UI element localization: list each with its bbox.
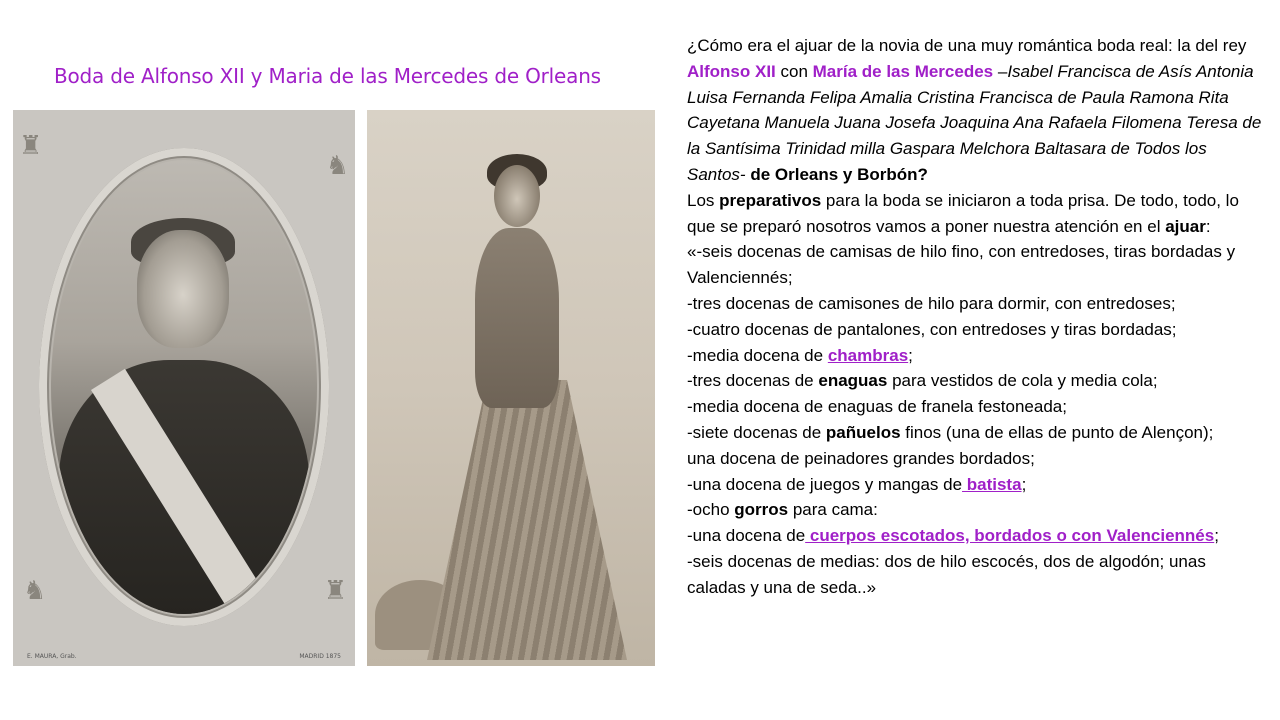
engraving-caption-right: MADRID 1875 [299,653,341,660]
prep-colon: : [1205,216,1211,236]
list-item [687,497,1265,523]
list-item [687,472,1265,498]
item-text: -una docena de juegos y mangas de [687,474,963,494]
portrait-oval [51,160,317,614]
item-text: para vestidos de cola y media cola; [887,371,1158,391]
ajuar-text-block [687,33,1265,601]
gorros-word: gorros [734,500,789,520]
intro-text: ¿Cómo era el ajuar de la novia de una muy romántica boda real: la del rey [687,36,1247,55]
item-text: -ocho [687,500,735,520]
intro-paragraph [687,33,1265,188]
maria-name: María de las Mercedes [812,61,994,81]
list-item [687,420,1265,446]
item-text: -una docena de [687,526,806,546]
preparativos-paragraph [687,188,1265,240]
engraving-caption-left: E. MAURA, Grab. [27,653,77,660]
cuerpos-escotados-link[interactable]: cuerpos escotados, bordados o con Valenciennés [805,526,1215,546]
chambras-link[interactable]: chambras [827,345,909,365]
dress-skirt [427,380,627,660]
dress-bodice [475,228,559,408]
item-text: para cama: [788,500,878,520]
intro-dash: – [993,61,1008,81]
list-item: -tres docenas de camisones de hilo para dormir, con entredoses; [687,293,1176,313]
item-text: -siete docenas de [687,422,826,442]
full-names: Isabel Francisca de Asís Antonia Luisa Fernanda Felipa Amalia Cristina Francisca de Paula Ramona Rita Cayetana Manuela Juana Josefa Joaquina Ana Rafaela Filomena Teresa de la Santísima Trinidad milla Gaspara Melchora Baltasara de Todos los Santos- [687,61,1262,184]
list-item: -media docena de enaguas de franela festoneada; [687,397,1067,417]
prep-text-b: para la boda se iniciaron a toda prisa. De todo, todo, lo que se preparó nosotros vamos a poner nuestra atención en el [687,190,1239,236]
maria-photo-image [367,110,655,666]
list-item [687,343,1265,369]
item-text: -media docena de [687,345,828,365]
castle-emblem-icon: ♜ [19,130,43,160]
intro-con: con [775,61,813,81]
item-text: finos (una de ellas de punto de Alençon); [900,422,1214,442]
alfonso-name: Alfonso XII [687,61,776,81]
castle-emblem-icon-bottom: ♜ [323,575,347,605]
list-item: «-seis docenas de camisas de hilo fino, con entredoses, tiras bordadas y Valenciennés; [687,242,1236,288]
list-item: -seis docenas de medias: dos de hilo escocés, dos de algodón; unas caladas y una de seda..» [687,551,1206,597]
alfonso-engraving-image [13,110,355,666]
orleans-borbon: de Orleans y Borbón? [745,164,928,184]
panuelos-word: pañuelos [825,422,901,442]
enaguas-word: enaguas [818,371,888,391]
item-text: ; [908,345,913,365]
batista-link[interactable]: batista [962,474,1022,494]
lion-emblem-icon-bottom: ♞ [23,575,47,605]
list-item: una docena de peinadores grandes bordados; [687,448,1035,468]
item-text: -tres docenas de [687,371,819,391]
item-text: ; [1214,526,1219,546]
list-item [687,368,1265,394]
ajuar-word: ajuar [1165,216,1206,236]
prep-text-a: Los [687,190,720,210]
head [494,165,540,227]
slide-title: Boda de Alfonso XII y Maria de las Mercedes de Orleans [54,64,601,88]
item-text: ; [1021,474,1027,494]
lion-emblem-icon: ♞ [325,150,349,180]
preparativos-word: preparativos [719,190,822,210]
head [137,230,229,348]
list-item [687,523,1265,549]
list-item: -cuatro docenas de pantalones, con entredoses y tiras bordadas; [687,319,1177,339]
